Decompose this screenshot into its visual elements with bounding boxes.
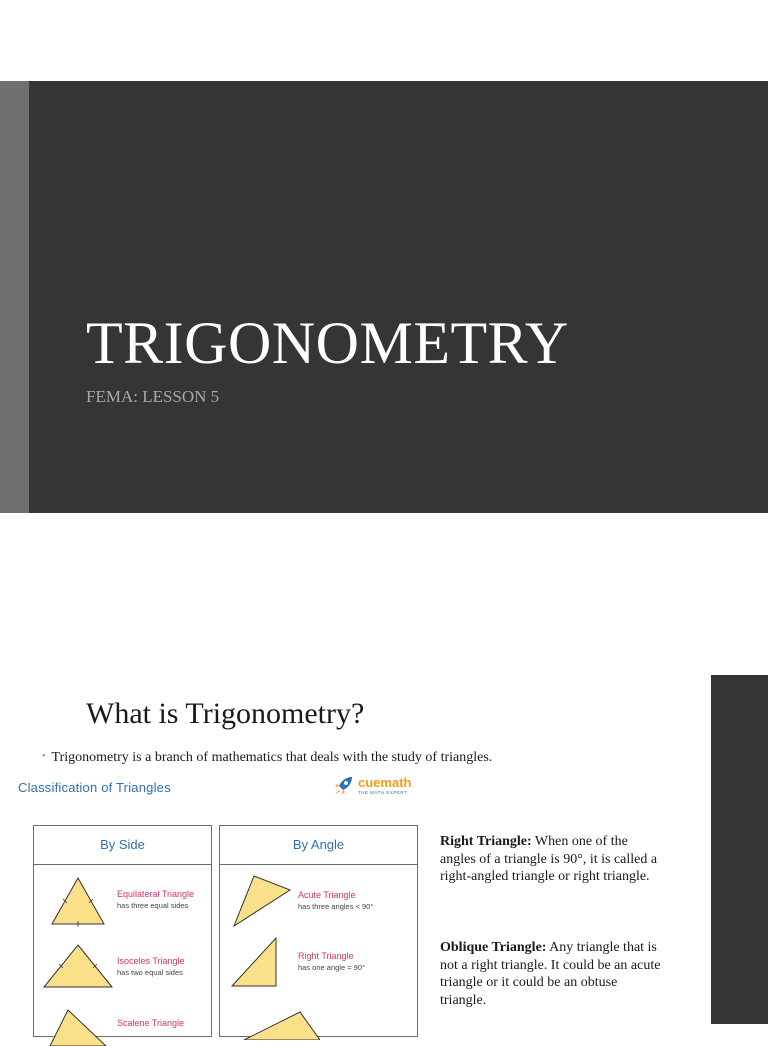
- slide-heading: What is Trigonometry?: [86, 697, 365, 730]
- bullet-point: [42, 750, 492, 766]
- acute-name: Acute Triangle: [298, 890, 356, 900]
- infographic-title: Classification of Triangles: [18, 780, 171, 795]
- bullet-text: Trigonometry is a branch of mathematics that deals with the study of triangles.: [51, 750, 493, 765]
- content-slide: [0, 675, 768, 1028]
- equilateral-triangle-icon: [48, 874, 108, 928]
- definition-right-triangle: [440, 833, 665, 886]
- by-angle-box: [219, 825, 418, 1037]
- right-desc: has one angle = 90°: [298, 963, 366, 972]
- isosceles-triangle-icon: [40, 941, 116, 991]
- bullet-icon: •: [42, 751, 46, 762]
- acute-triangle-icon: [228, 872, 294, 928]
- brand-tagline: THE MATH EXPERT: [358, 790, 408, 795]
- right-triangle-icon: [228, 934, 284, 990]
- definition-term: Oblique Triangle:: [440, 940, 547, 955]
- by-side-header: By Side: [34, 826, 211, 865]
- triangle-classification-infographic: [10, 770, 430, 1028]
- equilateral-name: Equilateral Triangle: [117, 889, 195, 899]
- rocket-icon: [332, 774, 356, 798]
- slide-title: TRIGONOMETRY: [86, 310, 569, 376]
- definition-oblique-triangle: [440, 939, 665, 1009]
- definition-text: Any triangle that is not a right triangle. It could be an acute triangle or it could be an obtuse triangle.: [440, 940, 661, 1008]
- scalene-triangle-icon: [48, 1006, 108, 1046]
- brand-name: cuemath: [358, 775, 412, 790]
- obtuse-triangle-icon: [240, 1010, 320, 1040]
- slide-subtitle: FEMA: LESSON 5: [86, 387, 220, 406]
- by-angle-header: By Angle: [220, 826, 417, 865]
- by-side-box: [33, 825, 212, 1037]
- scalene-name: Scalene Triangle: [117, 1018, 185, 1028]
- definition-text: When one of the angles of a triangle is 90°, it is called a right-angled triangle or right triangle.: [440, 834, 658, 884]
- right-name: Right Triangle: [298, 951, 354, 961]
- acute-desc: has three angles < 90°: [298, 902, 374, 911]
- isosceles-desc: has two equal sides: [117, 968, 183, 977]
- equilateral-desc: has three equal sides: [117, 901, 189, 910]
- accent-bar: [0, 81, 29, 513]
- cuemath-logo: [332, 774, 422, 798]
- isosceles-name: Isoceles Triangle: [117, 956, 185, 966]
- right-accent-bar: [711, 675, 768, 1024]
- definition-term: Right Triangle:: [440, 834, 532, 849]
- title-slide: [0, 81, 768, 513]
